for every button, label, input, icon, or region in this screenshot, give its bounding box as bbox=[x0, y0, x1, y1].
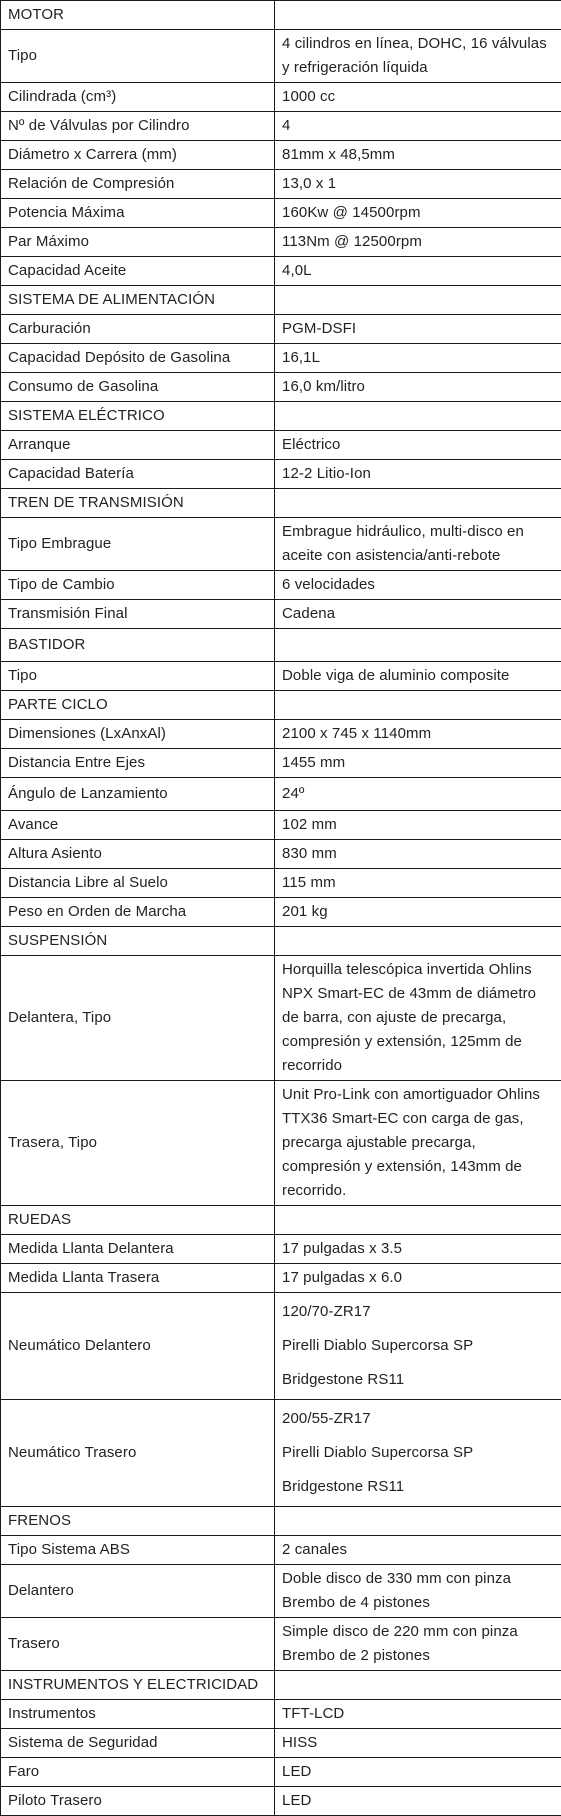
spec-label: Relación de Compresión bbox=[1, 170, 275, 199]
spec-label: Ángulo de Lanzamiento bbox=[1, 778, 275, 811]
section-title: SISTEMA ELÉCTRICO bbox=[1, 402, 275, 431]
spec-row bbox=[1, 811, 561, 840]
section-empty-cell bbox=[275, 927, 561, 956]
spec-row bbox=[1, 518, 561, 571]
spec-row bbox=[1, 662, 561, 691]
spec-row bbox=[1, 1758, 561, 1787]
spec-row bbox=[1, 141, 561, 170]
spec-row bbox=[1, 315, 561, 344]
spec-label: Neumático Delantero bbox=[1, 1293, 275, 1400]
spec-label: Potencia Máxima bbox=[1, 199, 275, 228]
section-empty-cell bbox=[275, 286, 561, 315]
spec-value bbox=[275, 1400, 561, 1507]
spec-row bbox=[1, 1565, 561, 1618]
spec-value: 201 kg bbox=[275, 898, 561, 927]
spec-row bbox=[1, 228, 561, 257]
spec-label: Tipo bbox=[1, 662, 275, 691]
spec-label: Piloto Trasero bbox=[1, 1787, 275, 1816]
spec-value: Doble viga de aluminio composite bbox=[275, 662, 561, 691]
section-empty-cell bbox=[275, 402, 561, 431]
spec-row bbox=[1, 1264, 561, 1293]
spec-value: Eléctrico bbox=[275, 431, 561, 460]
spec-label: Delantera, Tipo bbox=[1, 956, 275, 1081]
section-empty-cell bbox=[275, 629, 561, 662]
spec-row bbox=[1, 778, 561, 811]
spec-value-line: Bridgestone RS11 bbox=[282, 1470, 554, 1504]
section-title: RUEDAS bbox=[1, 1206, 275, 1235]
spec-value: 17 pulgadas x 6.0 bbox=[275, 1264, 561, 1293]
section-empty-cell bbox=[275, 1507, 561, 1536]
spec-value: 830 mm bbox=[275, 840, 561, 869]
spec-label: Dimensiones (LxAnxAl) bbox=[1, 720, 275, 749]
spec-label: Capacidad Depósito de Gasolina bbox=[1, 344, 275, 373]
spec-row bbox=[1, 600, 561, 629]
spec-label: Instrumentos bbox=[1, 1700, 275, 1729]
spec-label: Cilindrada (cm³) bbox=[1, 83, 275, 112]
spec-label: Tipo Sistema ABS bbox=[1, 1536, 275, 1565]
spec-label: Arranque bbox=[1, 431, 275, 460]
spec-label: Nº de Válvulas por Cilindro bbox=[1, 112, 275, 141]
spec-value: Doble disco de 330 mm con pinza Brembo de 4 pistones bbox=[275, 1565, 561, 1618]
spec-value: 17 pulgadas x 3.5 bbox=[275, 1235, 561, 1264]
spec-row bbox=[1, 1787, 561, 1816]
spec-value: 4 bbox=[275, 112, 561, 141]
spec-row bbox=[1, 840, 561, 869]
spec-row bbox=[1, 30, 561, 83]
section-header-row bbox=[1, 1671, 561, 1700]
section-title: SISTEMA DE ALIMENTACIÓN bbox=[1, 286, 275, 315]
spec-value: 1455 mm bbox=[275, 749, 561, 778]
spec-row bbox=[1, 1081, 561, 1206]
spec-row bbox=[1, 720, 561, 749]
spec-value: 102 mm bbox=[275, 811, 561, 840]
section-header-row bbox=[1, 1507, 561, 1536]
section-header-row bbox=[1, 1, 561, 30]
section-header-row bbox=[1, 286, 561, 315]
spec-row bbox=[1, 1729, 561, 1758]
spec-row bbox=[1, 83, 561, 112]
spec-value-line: 120/70-ZR17 bbox=[282, 1295, 554, 1329]
spec-value: 1000 cc bbox=[275, 83, 561, 112]
spec-label: Distancia Entre Ejes bbox=[1, 749, 275, 778]
spec-row bbox=[1, 869, 561, 898]
spec-value: 2 canales bbox=[275, 1536, 561, 1565]
spec-value-line: 200/55-ZR17 bbox=[282, 1402, 554, 1436]
spec-row bbox=[1, 1536, 561, 1565]
spec-label: Consumo de Gasolina bbox=[1, 373, 275, 402]
spec-value: 13,0 x 1 bbox=[275, 170, 561, 199]
section-title: SUSPENSIÓN bbox=[1, 927, 275, 956]
spec-label: Sistema de Seguridad bbox=[1, 1729, 275, 1758]
spec-value: Unit Pro-Link con amortiguador Ohlins TTX36 Smart-EC con carga de gas, precarga ajustable precarga, compresión y extensión, 143mm de recorrido. bbox=[275, 1081, 561, 1206]
spec-row bbox=[1, 431, 561, 460]
spec-value: PGM-DSFI bbox=[275, 315, 561, 344]
section-title: BASTIDOR bbox=[1, 629, 275, 662]
section-title: TREN DE TRANSMISIÓN bbox=[1, 489, 275, 518]
spec-value-line: Pirelli Diablo Supercorsa SP bbox=[282, 1436, 554, 1470]
spec-value: Horquilla telescópica invertida Ohlins NPX Smart-EC de 43mm de diámetro de barra, con ajuste de precarga, compresión y extensión, 125mm de recorrido bbox=[275, 956, 561, 1081]
spec-label: Diámetro x Carrera (mm) bbox=[1, 141, 275, 170]
spec-row bbox=[1, 898, 561, 927]
spec-label: Trasero bbox=[1, 1618, 275, 1671]
section-header-row bbox=[1, 629, 561, 662]
spec-value: 6 velocidades bbox=[275, 571, 561, 600]
specifications-table-body bbox=[1, 1, 561, 1816]
spec-row bbox=[1, 749, 561, 778]
spec-value: 113Nm @ 12500rpm bbox=[275, 228, 561, 257]
spec-value: 12-2 Litio-Ion bbox=[275, 460, 561, 489]
spec-value: LED bbox=[275, 1787, 561, 1816]
spec-row bbox=[1, 344, 561, 373]
spec-label: Transmisión Final bbox=[1, 600, 275, 629]
section-header-row bbox=[1, 691, 561, 720]
spec-value-line: Pirelli Diablo Supercorsa SP bbox=[282, 1329, 554, 1363]
spec-label: Neumático Trasero bbox=[1, 1400, 275, 1507]
spec-label: Medida Llanta Delantera bbox=[1, 1235, 275, 1264]
spec-row bbox=[1, 460, 561, 489]
spec-row bbox=[1, 199, 561, 228]
spec-label: Faro bbox=[1, 1758, 275, 1787]
spec-row bbox=[1, 373, 561, 402]
spec-row bbox=[1, 1400, 561, 1507]
spec-value: 16,1L bbox=[275, 344, 561, 373]
spec-label: Tipo Embrague bbox=[1, 518, 275, 571]
spec-value bbox=[275, 1293, 561, 1400]
spec-label: Distancia Libre al Suelo bbox=[1, 869, 275, 898]
spec-row bbox=[1, 1235, 561, 1264]
spec-label: Carburación bbox=[1, 315, 275, 344]
spec-value: Embrague hidráulico, multi-disco en aceite con asistencia/anti-rebote bbox=[275, 518, 561, 571]
spec-value: Cadena bbox=[275, 600, 561, 629]
section-title: PARTE CICLO bbox=[1, 691, 275, 720]
spec-value: Simple disco de 220 mm con pinza Brembo de 2 pistones bbox=[275, 1618, 561, 1671]
spec-value: 81mm x 48,5mm bbox=[275, 141, 561, 170]
spec-row bbox=[1, 112, 561, 141]
spec-label: Par Máximo bbox=[1, 228, 275, 257]
section-title: FRENOS bbox=[1, 1507, 275, 1536]
section-empty-cell bbox=[275, 691, 561, 720]
spec-value: 4 cilindros en línea, DOHC, 16 válvulas y refrigeración líquida bbox=[275, 30, 561, 83]
spec-value: 2100 x 745 x 1140mm bbox=[275, 720, 561, 749]
spec-label: Avance bbox=[1, 811, 275, 840]
spec-value: 4,0L bbox=[275, 257, 561, 286]
section-header-row bbox=[1, 402, 561, 431]
section-empty-cell bbox=[275, 1, 561, 30]
spec-value: 115 mm bbox=[275, 869, 561, 898]
spec-value: TFT-LCD bbox=[275, 1700, 561, 1729]
spec-label: Capacidad Batería bbox=[1, 460, 275, 489]
spec-label: Altura Asiento bbox=[1, 840, 275, 869]
section-header-row bbox=[1, 1206, 561, 1235]
spec-value: HISS bbox=[275, 1729, 561, 1758]
section-empty-cell bbox=[275, 489, 561, 518]
section-empty-cell bbox=[275, 1671, 561, 1700]
spec-label: Peso en Orden de Marcha bbox=[1, 898, 275, 927]
spec-row bbox=[1, 257, 561, 286]
spec-value-line: Bridgestone RS11 bbox=[282, 1363, 554, 1397]
spec-row bbox=[1, 956, 561, 1081]
section-title: INSTRUMENTOS Y ELECTRICIDAD bbox=[1, 1671, 275, 1700]
spec-row bbox=[1, 1618, 561, 1671]
section-empty-cell bbox=[275, 1206, 561, 1235]
spec-value: 160Kw @ 14500rpm bbox=[275, 199, 561, 228]
spec-row bbox=[1, 1293, 561, 1400]
spec-label: Tipo de Cambio bbox=[1, 571, 275, 600]
spec-label: Medida Llanta Trasera bbox=[1, 1264, 275, 1293]
section-header-row bbox=[1, 489, 561, 518]
spec-value: LED bbox=[275, 1758, 561, 1787]
spec-label: Capacidad Aceite bbox=[1, 257, 275, 286]
spec-value: 16,0 km/litro bbox=[275, 373, 561, 402]
section-header-row bbox=[1, 927, 561, 956]
spec-label: Trasera, Tipo bbox=[1, 1081, 275, 1206]
spec-row bbox=[1, 571, 561, 600]
section-title: MOTOR bbox=[1, 1, 275, 30]
spec-label: Tipo bbox=[1, 30, 275, 83]
spec-value: 24º bbox=[275, 778, 561, 811]
spec-label: Delantero bbox=[1, 1565, 275, 1618]
spec-row bbox=[1, 170, 561, 199]
spec-row bbox=[1, 1700, 561, 1729]
